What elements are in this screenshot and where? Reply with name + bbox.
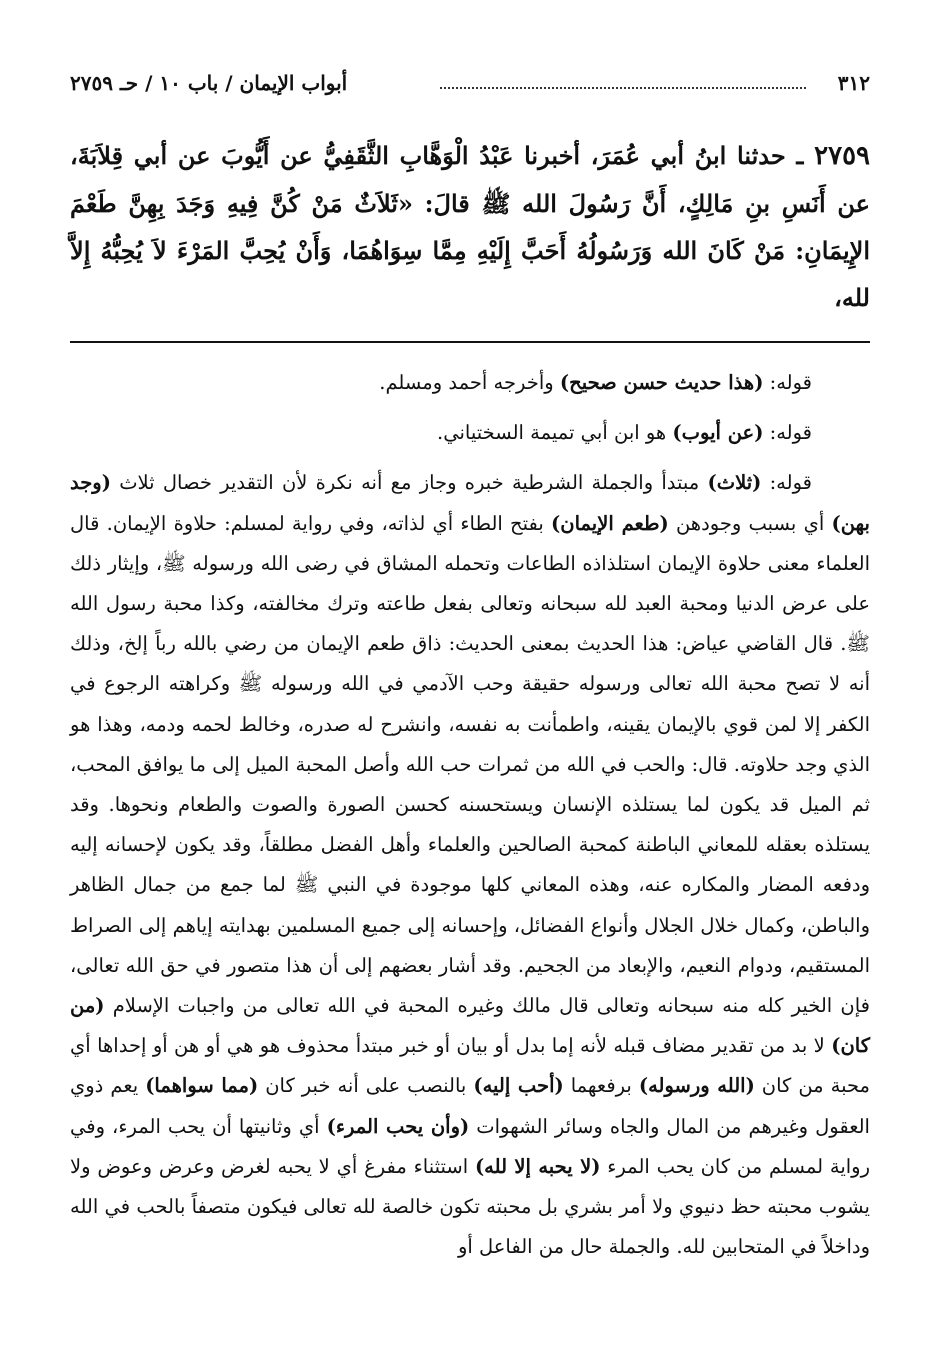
hadith-number: ٢٧٥٩ (814, 141, 870, 171)
quoted-phrase: (وجد بهن) (70, 471, 870, 535)
quoted-phrase: (وأن يحب المرء) (326, 1114, 470, 1138)
page-number: ٣١٢ (837, 71, 870, 95)
commentary-paragraph-1 (70, 363, 870, 403)
quoted-phrase: (لا يحبه إلا لله) (474, 1154, 601, 1178)
hadith-body: ـ حدثنا ابنُ أبي عُمَرَ، أخبرنا عَبْدُ الْوَهَّابِ الثَّقَفِيُّ عن أَيُّوبَ عن أبي قِلاَبَةَ، عن أَنَسِ بنِ مَالِكٍ، أَنَّ رَسُولَ الله ﷺ قالَ: «ثَلاَثٌ مَنْ كُنَّ فِيهِ وَجَدَ بِهِنَّ طَعْمَ الإِيمَانِ: مَنْ كَانَ الله وَرَسُولُهُ أَحَبَّ إِلَيْهِ مِمَّا سِوَاهُمَا، وَأَنْ يُحِبَّ المَرْءَ لاَ يُحِبُّهُ إِلاَّ لله، (70, 141, 870, 312)
comment-text: استثناء مفرغ أي لا يحبه لغرض وعرض وعوض ولا يشوب محبته حظ دنيوي ولا أمر بشري بل محبته تكون خالصة لله تعالى فيكون متصفاً بالحب في الله وداخلاً في المتحابين لله. والجملة حال من الفاعل أو (70, 1154, 870, 1259)
comment-text: بفتح الطاء أي لذاته، وفي رواية لمسلم: حلاوة الإيمان. قال العلماء معنى حلاوة الإيمان استلذاذه الطاعات وتحمله المشاق في رضى الله ورسوله ﷺ، وإيثار ذلك على عرض الدنيا ومحبة العبد لله سبحانه وتعالى بفعل طاعته وترك مخالفته، وكذا محبة رسول الله ﷺ. قال القاضي عياض: هذا الحديث بمعنى الحديث: ذاق طعم الإيمان من رضي بالله رباً إلخ، وذلك أنه لا تصح محبة الله تعالى ورسوله حقيقة وحب الآدمي في الله ورسوله ﷺ وكراهته الرجوع في الكفر إلا لمن قوي بالإيمان يقينه، واطمأنت به نفسه، وانشرح له صدره، وخالط لحمه ودمه، وهذا هو الذي وجد حلاوته. قال: والحب في الله من ثمرات حب الله وأصل المحبة الميل إلى ما يوافق المحب، ثم الميل قد يكون لما يستلذه الإنسان ويستحسنه كحسن الصورة والصوت والطعام ونحوها. وقد يستلذه بعقله للمعاني الباطنة كمحبة الصالحين والعلماء وأهل الفضل مطلقاً، وقد يكون لإحسانه إليه ودفعه المضار والمكاره عنه، وهذه المعاني كلها موجودة في النبي ﷺ لما جمع من جمال الظاهر والباطن، وكمال خلال الجلال وأنواع الفضائل، وإحسانه إلى جميع المسلمين بهدايته إياهم إلى الصراط المستقيم، ودوام النعيم، والإبعاد من الجحيم. وقد أشار بعضهم إلى أن هذا متصور في حق الله تعالى، فإن الخير كله منه سبحانه وتعالى قال مالك وغيره المحبة في الله تعالى من واجبات الإسلام (70, 511, 871, 1018)
quoted-phrase: (ثلاث) (707, 471, 762, 495)
comment-text: وأخرجه أحمد ومسلم. (379, 371, 554, 394)
quoted-phrase: (أحب إليه) (473, 1074, 564, 1098)
commentary-block (70, 363, 870, 1267)
commentary-paragraph-2 (70, 413, 870, 453)
comment-text: بالنصب على أنه خبر كان (265, 1074, 467, 1098)
header-dotted-leader (440, 87, 806, 89)
book-page (70, 66, 870, 1326)
comment-text: أي بسبب وجودهن (675, 511, 825, 535)
quoted-phrase: (الله ورسوله) (638, 1074, 755, 1098)
header-title: أبواب الإيمان / باب ١٠ / حـ ٢٧٥٩ (70, 71, 348, 95)
running-header (70, 66, 870, 100)
comment-label: قوله: (769, 371, 812, 394)
comment-label: قوله: (769, 421, 812, 445)
quoted-phrase: (من كان) (70, 994, 870, 1058)
comment-text: يعم ذوي العقول وغيرهم من المال والجاه وسائر الشهوات (70, 1074, 870, 1138)
quoted-phrase: (عن أيوب) (672, 421, 764, 445)
quoted-phrase: (طعم الإيمان) (551, 511, 669, 535)
comment-text: برفعهما (570, 1074, 632, 1098)
comment-text: لا بد من تقدير مضاف قبله لأنه إما بدل أو بيان أو خبر مبتدأ محذوف هو هي أو هن أو إحداها أي محبة من كان (70, 1034, 870, 1098)
comment-label: قوله: (769, 471, 812, 495)
comment-text: أي وثانيتها أن يحب المرء، وفي رواية لمسلم من كان يحب المرء (70, 1114, 871, 1178)
separator-line (70, 341, 870, 343)
comment-text: مبتدأ والجملة الشرطية خبره وجاز مع أنه نكرة لأن التقدير خصال ثلاث (119, 471, 700, 495)
comment-text: هو ابن أبي تميمة السختياني. (437, 421, 667, 445)
quoted-phrase: (مما سواهما) (145, 1074, 259, 1098)
commentary-paragraph-3 (70, 463, 870, 1267)
hadith-text-block (70, 132, 870, 321)
quoted-phrase: (هذا حديث حسن صحيح) (559, 371, 764, 394)
